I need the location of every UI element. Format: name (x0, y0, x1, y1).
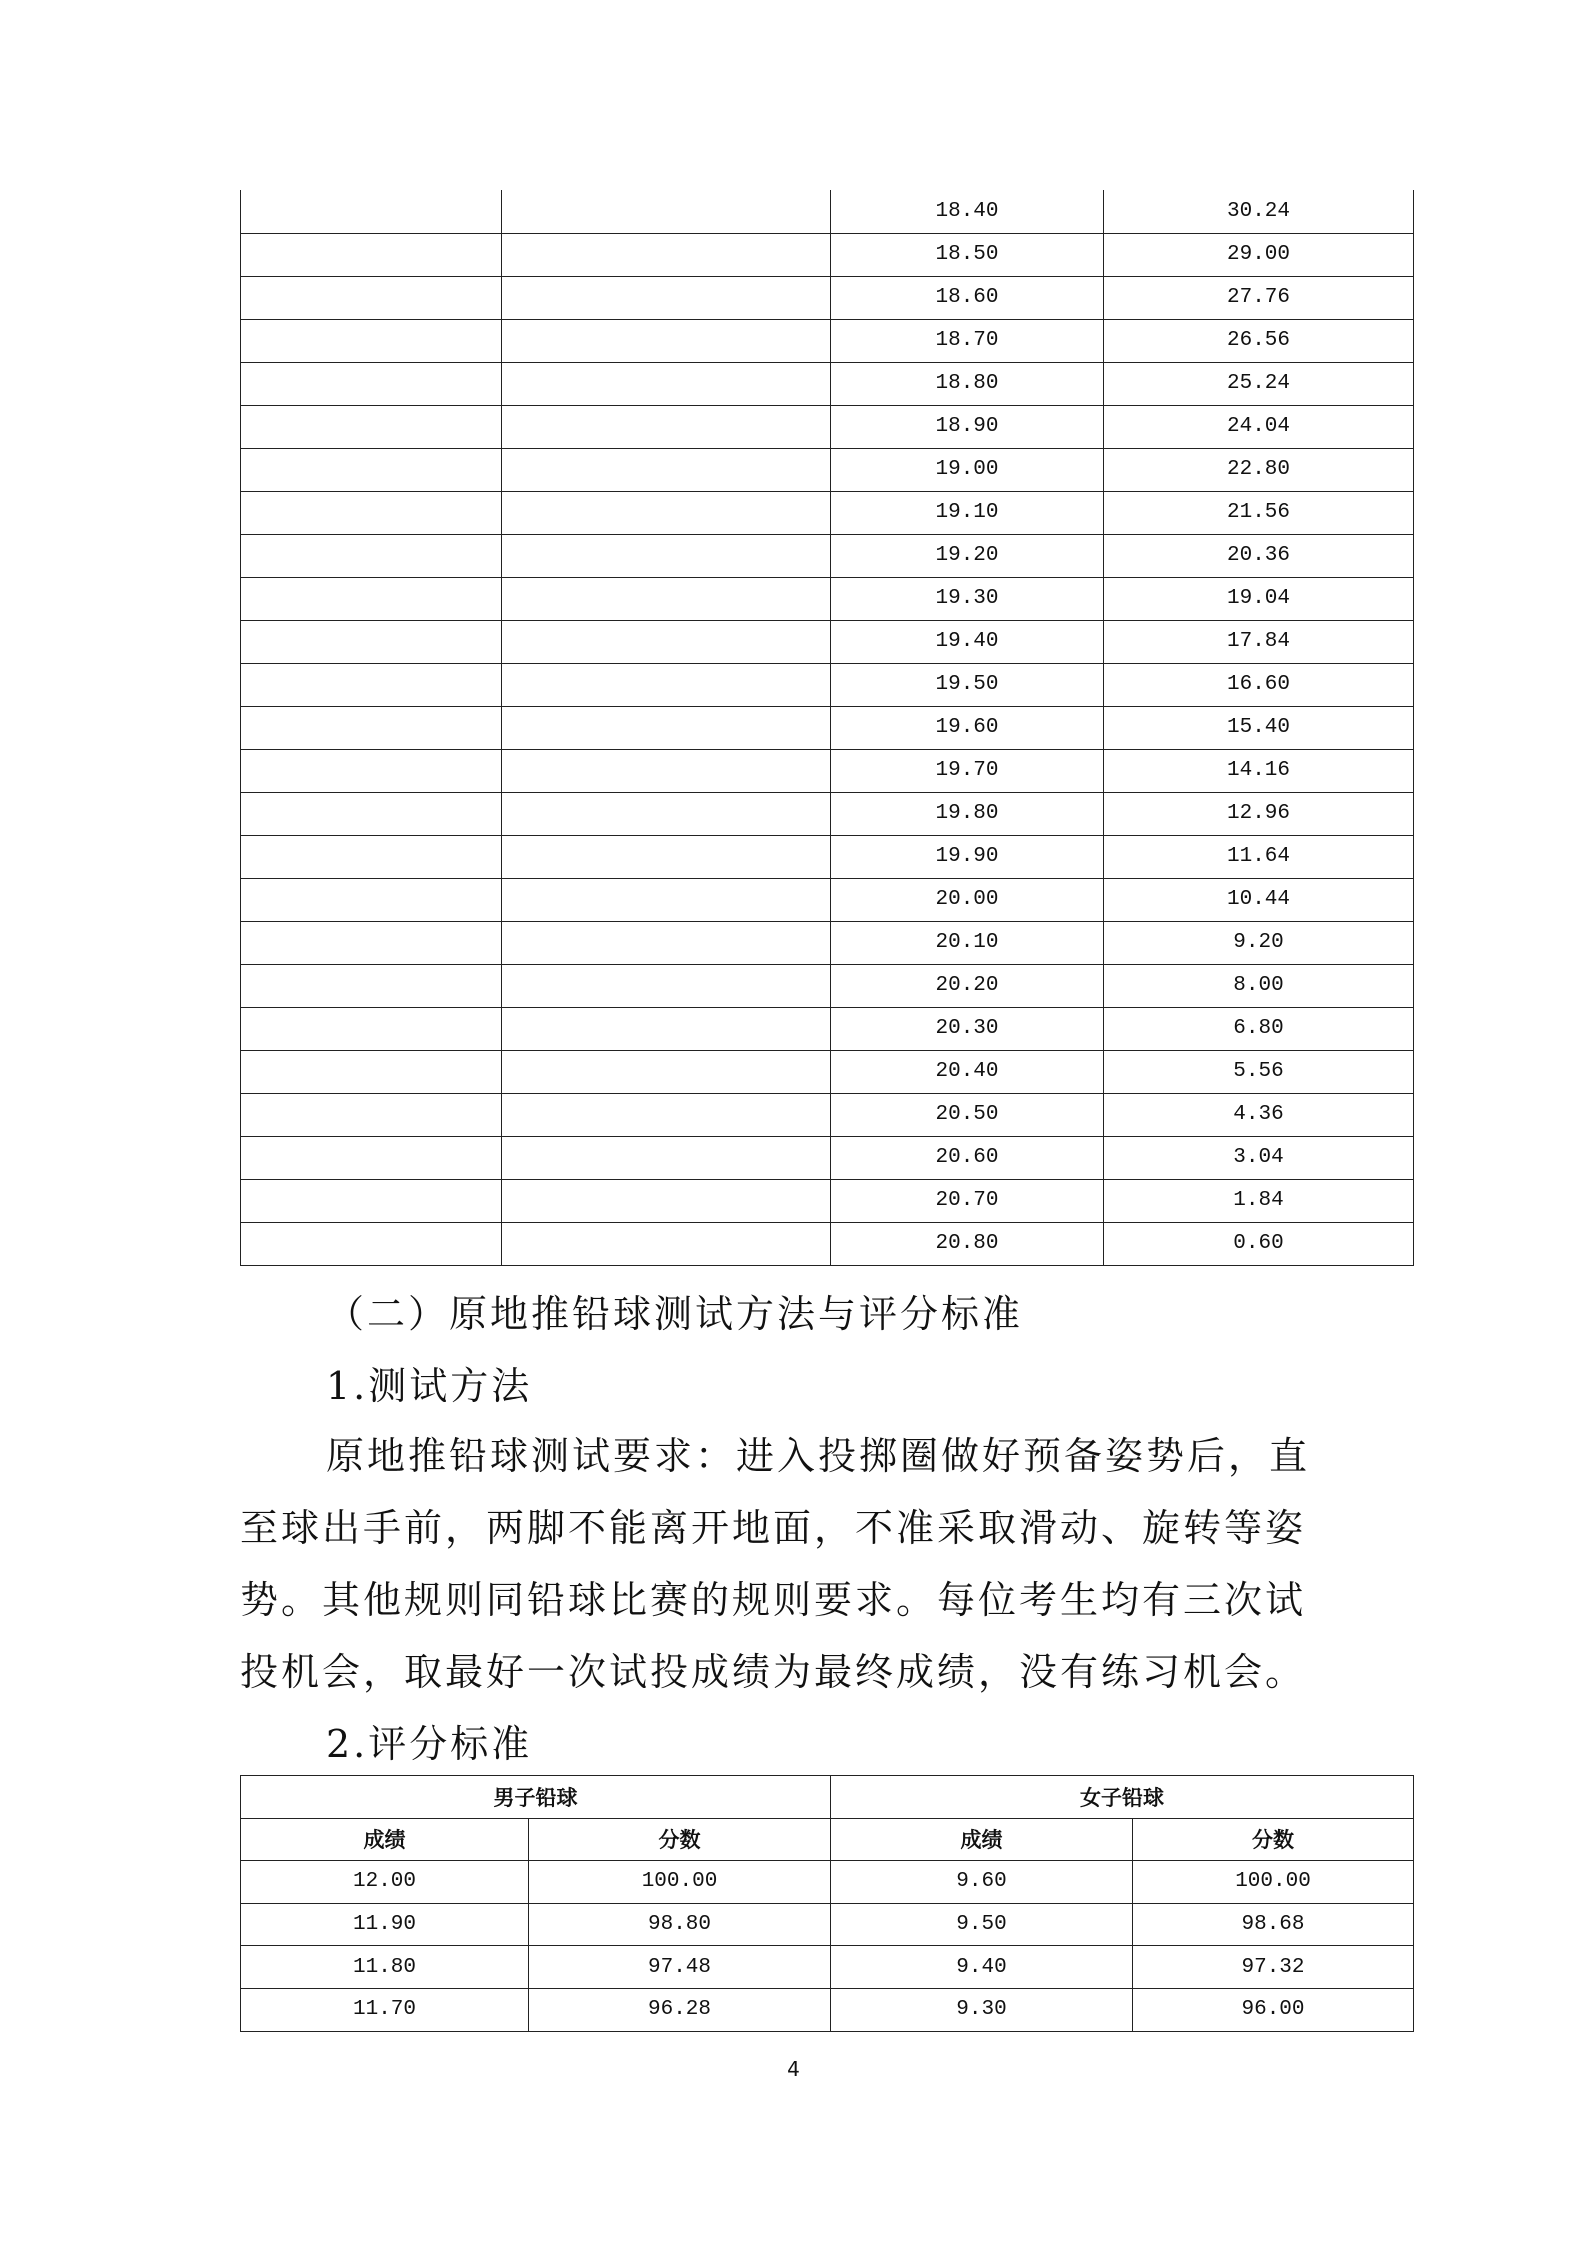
male-points-header: 分数 (529, 1818, 831, 1861)
table-cell: 0.60 (1104, 1222, 1414, 1265)
table-row (241, 362, 1414, 405)
table-cell: 25.24 (1104, 362, 1414, 405)
table-cell: 19.40 (831, 620, 1104, 663)
table-cell: 19.60 (831, 706, 1104, 749)
test-method-heading: 1.测试方法 (326, 1364, 533, 1408)
table-row (241, 1946, 1414, 1989)
table-row (241, 276, 1414, 319)
table-cell: 19.70 (831, 749, 1104, 792)
table-cell: 20.70 (831, 1179, 1104, 1222)
table-cell: 4.36 (1104, 1093, 1414, 1136)
table-cell: 27.76 (1104, 276, 1414, 319)
table-cell (241, 1050, 502, 1093)
table-cell: 20.20 (831, 964, 1104, 1007)
table-cell (241, 233, 502, 276)
table-row (241, 620, 1414, 663)
table-cell: 9.30 (831, 1988, 1133, 2031)
table-cell (241, 706, 502, 749)
table-cell (502, 233, 831, 276)
table-cell: 9.20 (1104, 921, 1414, 964)
table-cell (502, 792, 831, 835)
table-cell (241, 491, 502, 534)
table-cell (502, 749, 831, 792)
paragraph-line: 势。其他规则同铅球比赛的规则要求。每位考生均有三次试 (240, 1578, 1307, 1622)
table-cell: 19.20 (831, 534, 1104, 577)
table-cell: 10.44 (1104, 878, 1414, 921)
table-cell: 6.80 (1104, 1007, 1414, 1050)
table-row (241, 233, 1414, 276)
table-cell (502, 964, 831, 1007)
paragraph-line: 至球出手前，两脚不能离开地面，不准采取滑动、旋转等姿 (240, 1506, 1307, 1550)
table-cell (502, 405, 831, 448)
paragraph-line: 投机会，取最好一次试投成绩为最终成绩，没有练习机会。 (240, 1650, 1307, 1694)
table-cell (241, 835, 502, 878)
table-cell (502, 319, 831, 362)
table-cell: 3.04 (1104, 1136, 1414, 1179)
table-group-header-row (241, 1776, 1414, 1819)
table-cell (502, 878, 831, 921)
table-row (241, 835, 1414, 878)
table-cell: 16.60 (1104, 663, 1414, 706)
table-row (241, 921, 1414, 964)
table-row (241, 190, 1414, 233)
table-cell: 19.04 (1104, 577, 1414, 620)
table-cell: 18.50 (831, 233, 1104, 276)
table-cell (241, 921, 502, 964)
table-column-header-row (241, 1818, 1414, 1861)
table-cell: 11.90 (241, 1903, 529, 1946)
page-number: 4 (787, 2057, 800, 2081)
table-row (241, 448, 1414, 491)
table-cell (502, 491, 831, 534)
table-cell (502, 706, 831, 749)
table-cell: 12.96 (1104, 792, 1414, 835)
table-cell: 9.40 (831, 1946, 1133, 1989)
table-cell (502, 835, 831, 878)
table-cell (241, 663, 502, 706)
table-cell: 9.60 (831, 1861, 1133, 1904)
table-cell: 18.40 (831, 190, 1104, 233)
table-cell: 20.10 (831, 921, 1104, 964)
table-cell: 30.24 (1104, 190, 1414, 233)
table-cell: 96.00 (1133, 1988, 1414, 2031)
table-cell (502, 663, 831, 706)
table-cell: 5.56 (1104, 1050, 1414, 1093)
shot-put-score-table (240, 1775, 1414, 2032)
table-cell (241, 620, 502, 663)
table-row (241, 1093, 1414, 1136)
table-row (241, 1050, 1414, 1093)
table-cell: 20.36 (1104, 534, 1414, 577)
table-row (241, 663, 1414, 706)
table-cell: 24.04 (1104, 405, 1414, 448)
table-row (241, 405, 1414, 448)
table-cell (502, 1093, 831, 1136)
table-cell: 17.84 (1104, 620, 1414, 663)
table-cell (241, 1136, 502, 1179)
table-cell (502, 1007, 831, 1050)
scoring-standard-heading: 2.评分标准 (326, 1722, 533, 1766)
male-shot-put-header: 男子铅球 (241, 1776, 831, 1819)
table-cell: 14.16 (1104, 749, 1414, 792)
table-cell (241, 1222, 502, 1265)
table-cell: 19.90 (831, 835, 1104, 878)
table-cell: 15.40 (1104, 706, 1414, 749)
table-cell (241, 1093, 502, 1136)
male-score-header: 成绩 (241, 1818, 529, 1861)
table-row (241, 491, 1414, 534)
table-cell: 18.60 (831, 276, 1104, 319)
table-cell (502, 1050, 831, 1093)
table-cell (502, 1136, 831, 1179)
female-shot-put-header: 女子铅球 (831, 1776, 1414, 1819)
table-row (241, 1988, 1414, 2031)
table-cell (241, 362, 502, 405)
table-cell: 19.50 (831, 663, 1104, 706)
table-cell (241, 1179, 502, 1222)
table-cell (502, 190, 831, 233)
table-row (241, 964, 1414, 1007)
table-cell: 20.30 (831, 1007, 1104, 1050)
table-cell (502, 276, 831, 319)
table-row (241, 749, 1414, 792)
table-cell: 20.50 (831, 1093, 1104, 1136)
table-cell: 98.68 (1133, 1903, 1414, 1946)
table-cell: 11.80 (241, 1946, 529, 1989)
table-cell (241, 749, 502, 792)
table-cell: 8.00 (1104, 964, 1414, 1007)
table-cell (241, 577, 502, 620)
table-cell: 100.00 (1133, 1861, 1414, 1904)
table-cell (241, 319, 502, 362)
table-cell (502, 921, 831, 964)
table-row (241, 1222, 1414, 1265)
table-cell (502, 1179, 831, 1222)
table-cell: 18.80 (831, 362, 1104, 405)
table-cell: 11.70 (241, 1988, 529, 2031)
table-cell: 19.80 (831, 792, 1104, 835)
table-cell (241, 448, 502, 491)
table-cell: 22.80 (1104, 448, 1414, 491)
table-row (241, 319, 1414, 362)
table-cell (502, 534, 831, 577)
table-row (241, 706, 1414, 749)
table-row (241, 1903, 1414, 1946)
table-cell: 20.40 (831, 1050, 1104, 1093)
table-cell (241, 405, 502, 448)
table-cell (502, 448, 831, 491)
table-cell: 12.00 (241, 1861, 529, 1904)
table-cell: 29.00 (1104, 233, 1414, 276)
table-cell: 20.80 (831, 1222, 1104, 1265)
table-cell: 19.00 (831, 448, 1104, 491)
table-cell (241, 878, 502, 921)
table-cell: 98.80 (529, 1903, 831, 1946)
table-cell (502, 1222, 831, 1265)
table-cell (241, 792, 502, 835)
table-cell: 18.90 (831, 405, 1104, 448)
table-row (241, 1007, 1414, 1050)
table-cell: 100.00 (529, 1861, 831, 1904)
table-cell (241, 534, 502, 577)
table-cell: 96.28 (529, 1988, 831, 2031)
female-score-header: 成绩 (831, 1818, 1133, 1861)
table-cell: 19.30 (831, 577, 1104, 620)
table-cell: 21.56 (1104, 491, 1414, 534)
table-cell (241, 1007, 502, 1050)
female-points-header: 分数 (1133, 1818, 1414, 1861)
table-cell: 97.48 (529, 1946, 831, 1989)
table-cell: 9.50 (831, 1903, 1133, 1946)
table-cell (241, 190, 502, 233)
table-row (241, 577, 1414, 620)
table-row (241, 1861, 1414, 1904)
table-cell: 26.56 (1104, 319, 1414, 362)
table-cell (241, 964, 502, 1007)
table-row (241, 534, 1414, 577)
table-row (241, 1136, 1414, 1179)
table-cell (241, 276, 502, 319)
table-cell: 18.70 (831, 319, 1104, 362)
paragraph-line: 原地推铅球测试要求：进入投掷圈做好预备姿势后，直 (326, 1434, 1311, 1478)
table-row (241, 792, 1414, 835)
table-cell: 19.10 (831, 491, 1104, 534)
table-cell (502, 620, 831, 663)
table-cell (502, 362, 831, 405)
continued-score-table (240, 190, 1414, 1266)
table-row (241, 1179, 1414, 1222)
section-heading: （二）原地推铅球测试方法与评分标准 (326, 1292, 1024, 1336)
table-row (241, 878, 1414, 921)
table-cell: 1.84 (1104, 1179, 1414, 1222)
table-cell: 20.60 (831, 1136, 1104, 1179)
table-cell (502, 577, 831, 620)
table-cell: 20.00 (831, 878, 1104, 921)
table-cell: 11.64 (1104, 835, 1414, 878)
table-cell: 97.32 (1133, 1946, 1414, 1989)
